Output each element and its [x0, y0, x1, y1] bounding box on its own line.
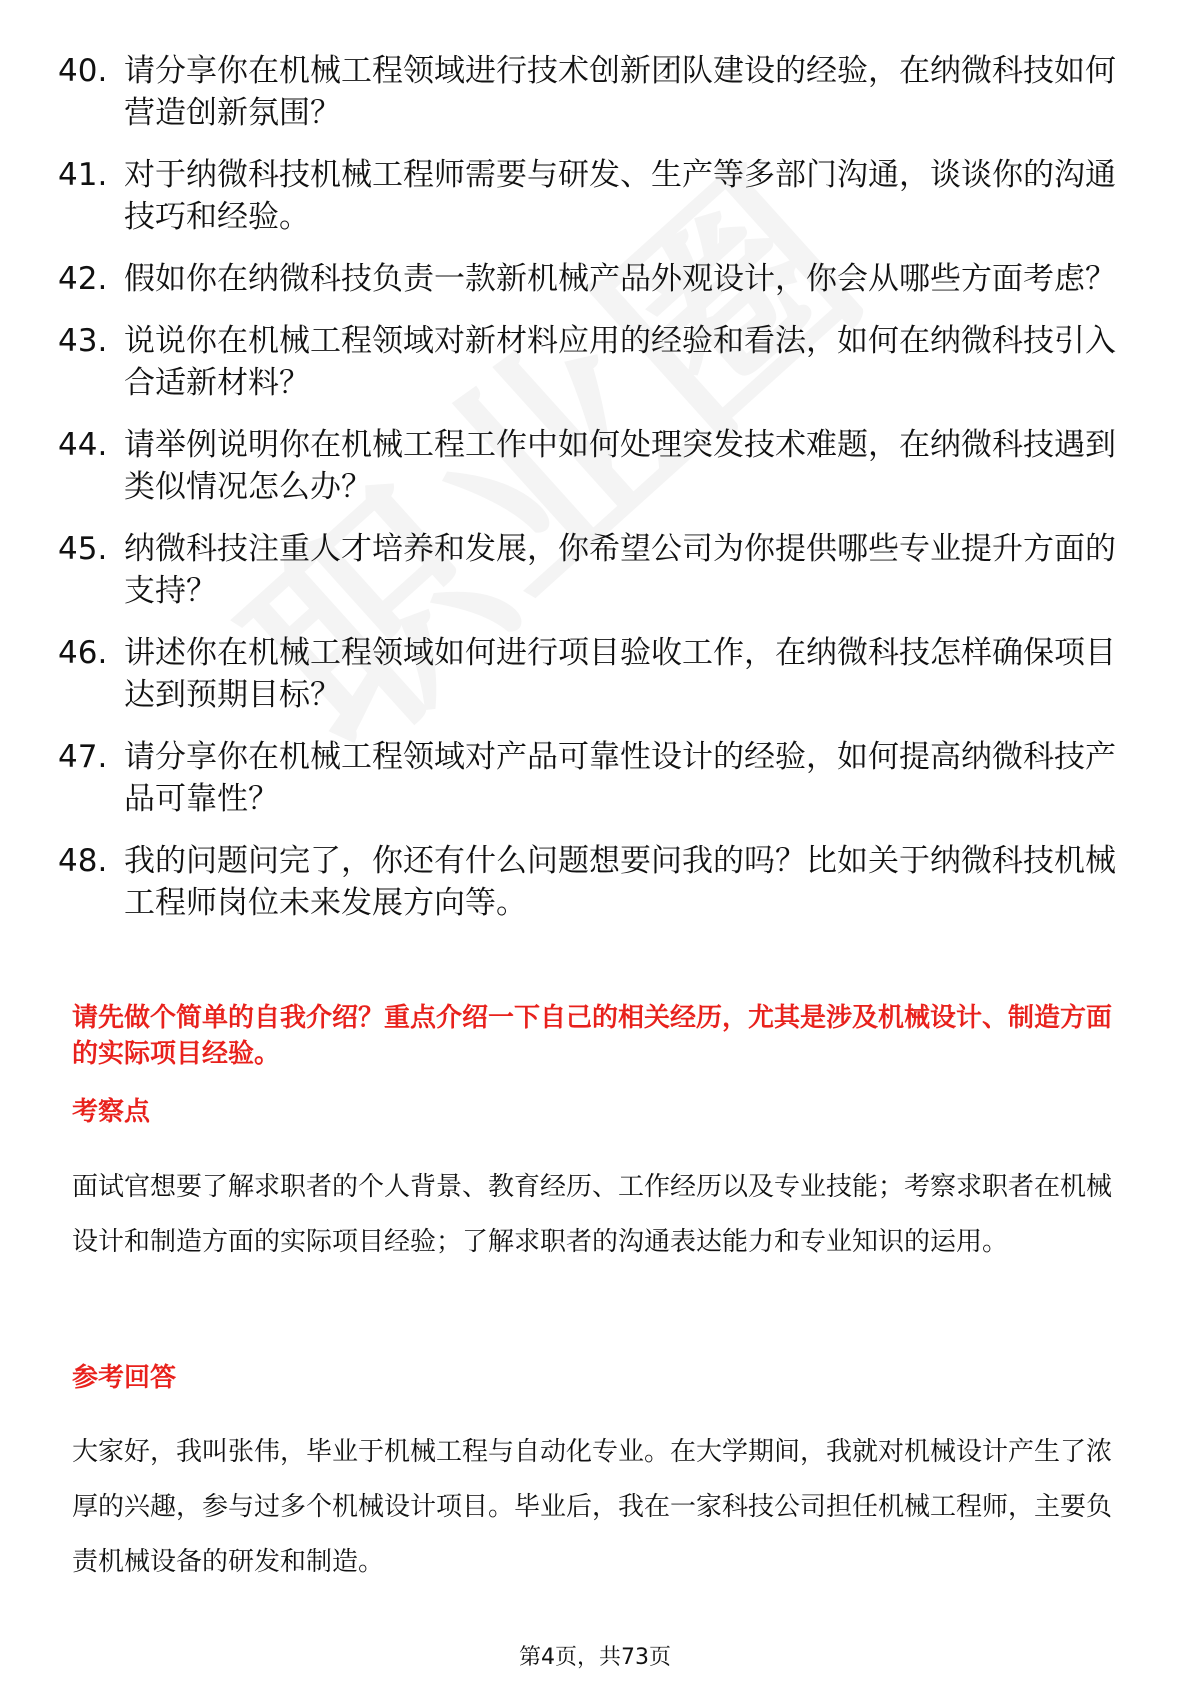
question-number: 40. [58, 53, 108, 89]
intro-question-heading: 请先做个简单的自我介绍？重点介绍一下自己的相关经历，尤其是涉及机械设计、制造方面的实际项目经验。 [72, 1003, 1113, 1069]
question-text: 假如你在纳微科技负责一款新机械产品外观设计，你会从哪些方面考虑？ [124, 261, 1116, 297]
question-number: 44. [58, 427, 108, 463]
reference-answer-label: 参考回答 [72, 1363, 177, 1393]
question-number: 46. [58, 635, 108, 671]
question-text: 请分享你在机械工程领域对产品可靠性设计的经验，如何提高纳微科技产品可靠性？ [124, 739, 1116, 817]
question-text: 说说你在机械工程领域对新材料应用的经验和看法，如何在纳微科技引入合适新材料？ [124, 323, 1116, 401]
question-text: 请举例说明你在机械工程工作中如何处理突发技术难题，在纳微科技遇到类似情况怎么办？ [124, 427, 1116, 505]
question-text: 请分享你在机械工程领域进行技术创新团队建设的经验，在纳微科技如何营造创新氛围？ [124, 53, 1116, 131]
question-number: 48. [58, 843, 108, 879]
question-text: 纳微科技注重人才培养和发展，你希望公司为你提供哪些专业提升方面的支持？ [124, 531, 1116, 609]
question-item [58, 528, 1128, 612]
question-number: 45. [58, 531, 108, 567]
question-item [58, 258, 1128, 300]
question-text: 讲述你在机械工程领域如何进行项目验收工作，在纳微科技怎样确保项目达到预期目标？ [124, 635, 1116, 713]
reference-answer-text: 大家好，我叫张伟，毕业于机械工程与自动化专业。在大学期间，我就对机械设计产生了浓厚的兴趣，参与过多个机械设计项目。毕业后，我在一家科技公司担任机械工程师，主要负责机械设备的研发和制造。 [72, 1437, 1113, 1577]
question-item [58, 840, 1128, 924]
question-item [58, 154, 1128, 238]
question-list [58, 50, 1128, 944]
question-item [58, 424, 1128, 508]
question-number: 43. [58, 323, 108, 359]
question-item [58, 50, 1128, 134]
question-number: 42. [58, 261, 108, 297]
question-item [58, 320, 1128, 404]
exam-points-label: 考察点 [72, 1097, 151, 1127]
question-item [58, 632, 1128, 716]
question-text: 对于纳微科技机械工程师需要与研发、生产等多部门沟通，谈谈你的沟通技巧和经验。 [124, 157, 1116, 235]
question-number: 41. [58, 157, 108, 193]
question-number: 47. [58, 739, 108, 775]
exam-points-text: 面试官想要了解求职者的个人背景、教育经历、工作经历以及专业技能；考察求职者在机械设计和制造方面的实际项目经验；了解求职者的沟通表达能力和专业知识的运用。 [72, 1172, 1113, 1257]
page-number-footer: 第4页，共73页 [519, 1645, 671, 1670]
question-item [58, 736, 1128, 820]
question-text: 我的问题问完了，你还有什么问题想要问我的吗？比如关于纳微科技机械工程师岗位未来发展方向等。 [124, 843, 1116, 921]
